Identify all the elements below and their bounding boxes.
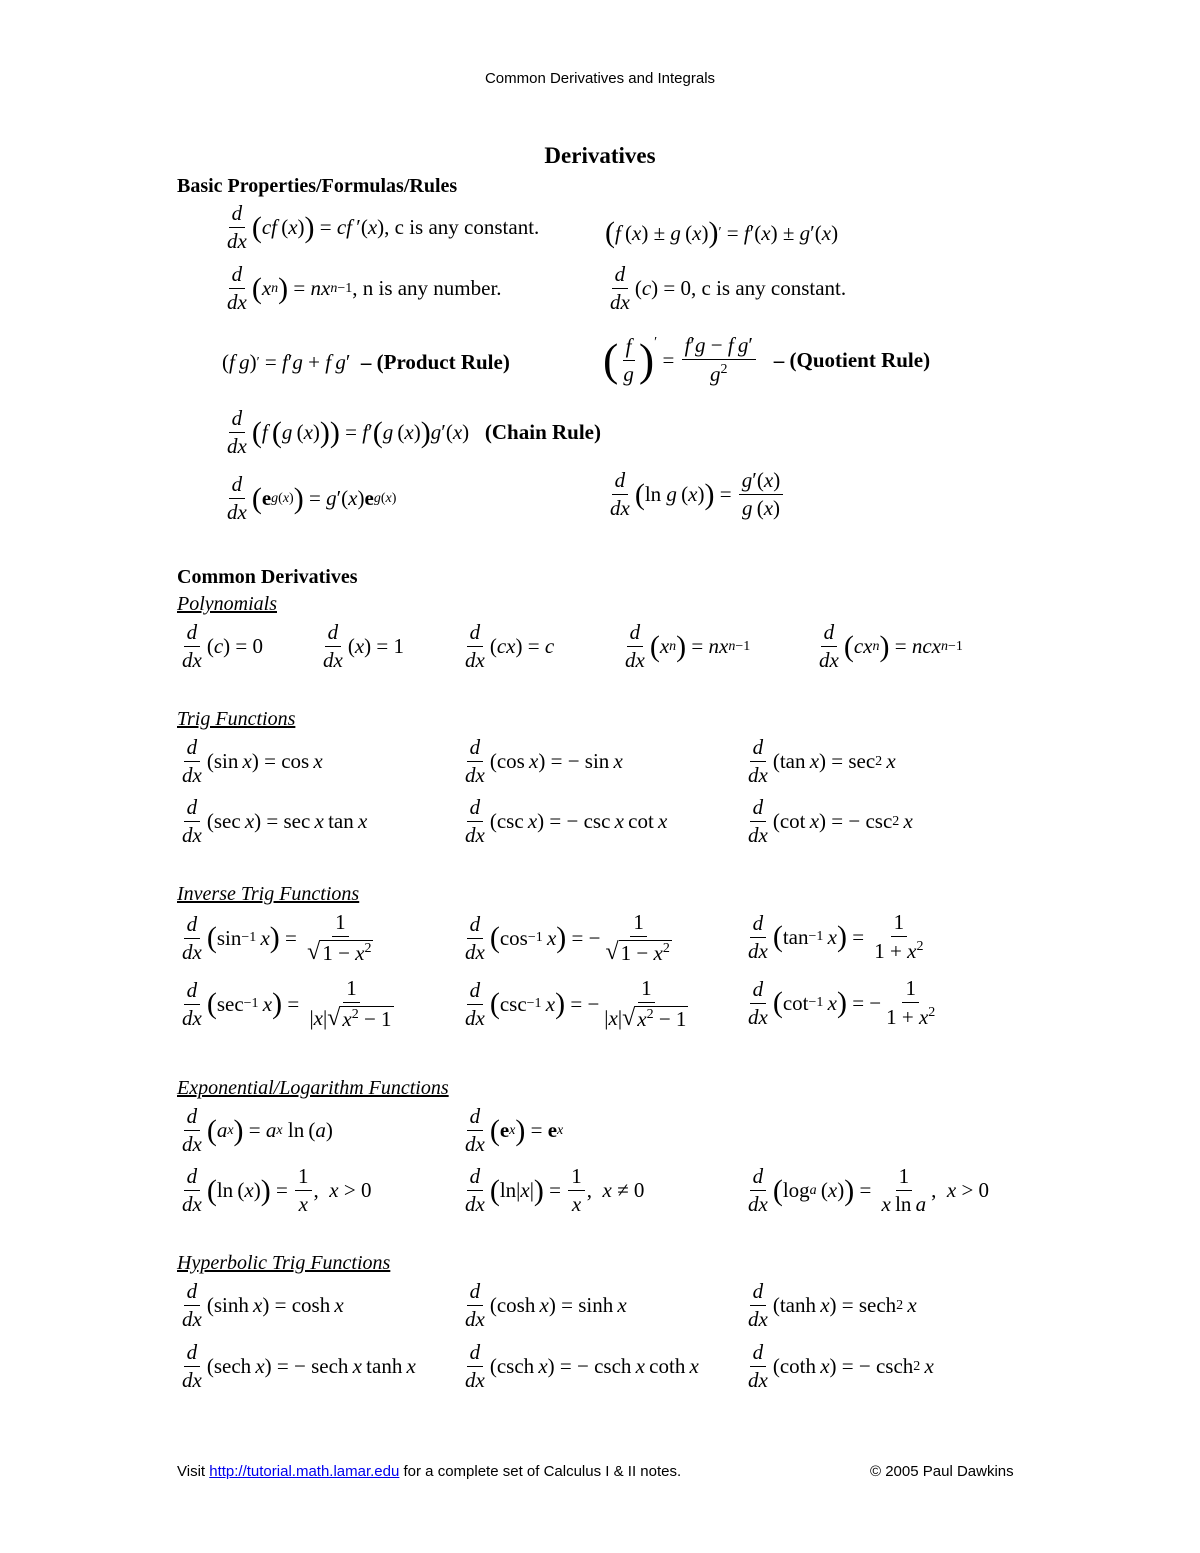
page-title: Derivatives: [544, 143, 656, 168]
formula-d-loga: $\frac{d}{dx}$ ( log a ( x ) ) = $\frac{1}{\text{x ln a}}$ , x > 0: [748, 1164, 990, 1216]
formula-poly-xn: $\frac{d}{dx}$ ( x n ) = nx n−1: [625, 620, 751, 672]
formula-d-ln: $\frac{d}{dx}$ ( ln ( x ) ) = $\frac{1}{x}$ , x > 0: [182, 1164, 372, 1216]
formula-d-cos: $\frac{d}{dx}$ (cos x ) = − sin x: [465, 735, 623, 787]
tutorial-link[interactable]: http://tutorial.math.lamar.edu: [209, 1463, 400, 1480]
subheading-trig: Trig Functions: [177, 708, 296, 730]
formula-log-chain: $\frac{d}{dx}$ ( ln g ( x ) ) = $\frac{g'(x)}{g (x)}$: [605, 470, 785, 519]
formula-poly-constant: $\frac{d}{dx}$ ( c ) = 0: [182, 620, 263, 672]
footer-visit: [177, 1463, 681, 1480]
formula-poly-cx: $\frac{d}{dx}$ ( cx ) = c: [465, 620, 555, 672]
formula-d-arctan: $\frac{d}{dx}$ ( tan −1 x ) = $\frac{1}{1 + x^2}$: [748, 910, 924, 963]
formula-d-ln-abs: $\frac{d}{dx}$ ( ln| x | ) = $\frac{1}{x}$ , x ≠ 0: [465, 1164, 645, 1216]
formula-d-coth: $\frac{d}{dx}$ (coth x ) = − csch 2 x: [748, 1340, 934, 1392]
copyright: © 2005 Paul Dawkins: [870, 1463, 1014, 1480]
formula-d-cot: $\frac{d}{dx}$ (cot x ) = − csc 2 x: [748, 795, 913, 847]
formula-d-arccot: $\frac{d}{dx}$ ( cot −1 x ) = − $\frac{1}{1 + x^2}$: [748, 976, 936, 1029]
formula-d-csc: $\frac{d}{dx}$ (csc x ) = − csc x cot x: [465, 795, 668, 847]
formula-sum-rule: ( f ( x ) ± g ( x ) ) ′ = f ′( x ) ± g ′( x ): [605, 216, 839, 249]
formula-d-sec: $\frac{d}{dx}$ (sec x ) = sec x tan x: [182, 795, 368, 847]
formula-d-ex: $\frac{d}{dx}$ ( e x ) = e x: [465, 1104, 564, 1156]
formula-d-arccsc: $\frac{d}{dx}$ ( csc −1 x ) = − 1 |x| √ $x^2 - 1$: [465, 976, 687, 1031]
formula-d-arcsec: $\frac{d}{dx}$ ( sec −1 x ) = 1 |x| √ $x^2 - 1$: [182, 976, 392, 1031]
formula-product-rule: ( f g ) ′ = f ′ g + f g ′ – (Product Rule): [222, 350, 510, 374]
formula-d-ax: $\frac{d}{dx}$ ( a x ) = a x ln ( a ): [182, 1104, 333, 1156]
formula-exp-chain: $\frac{d}{dx}$ ( e g(x) ) = g ′( x ) e g(x): [227, 472, 397, 524]
formula-d-arccos: $\frac{d}{dx}$ ( cos −1 x ) = − 1 √ $1 - x^2$: [465, 910, 670, 965]
subheading-exp-log: Exponential/Logarithm Functions: [177, 1077, 449, 1099]
formula-power-rule: $\frac{d}{dx}$ ( x n ) = nx n−1 , n is any number.: [227, 262, 502, 314]
subheading-polynomials: Polynomials: [177, 593, 277, 615]
formula-constant-multiple: $\frac{d}{dx}$ ( cf ( x ) ) = cf ′( x ) , c is any constant.: [227, 201, 540, 253]
formula-derivative-constant: $\frac{d}{dx}$ ( c ) = 0 , c is any constant.: [610, 262, 847, 314]
quotient-rule-label: – (Quotient Rule): [773, 347, 931, 372]
subheading-inverse-trig: Inverse Trig Functions: [177, 883, 360, 905]
formula-d-tanh: $\frac{d}{dx}$ (tanh x ) = sech 2 x: [748, 1279, 917, 1331]
subheading-hyperbolic: Hyperbolic Trig Functions: [177, 1252, 391, 1274]
formula-chain-rule: $\frac{d}{dx}$ ( f ( g ( x ) )) = f ′ ( g ( x ) ) g ′( x ) (Chain Rule): [227, 406, 601, 458]
constant-note: , c is any constant.: [384, 215, 540, 239]
formula-d-tan: $\frac{d}{dx}$ (tan x ) = sec 2 x: [748, 735, 896, 787]
formula-d-sin: $\frac{d}{dx}$ (sin x ) = cos x: [182, 735, 323, 787]
section-heading-common: Common Derivatives: [177, 566, 358, 588]
running-head: Common Derivatives and Integrals: [484, 70, 716, 87]
footer-visit-text: Visit: [177, 1463, 210, 1480]
formula-d-sech: $\frac{d}{dx}$ (sech x ) = − sech x tanh x: [182, 1340, 416, 1392]
footer-rest-text: for a complete set of Calculus I & II notes.: [399, 1463, 682, 1480]
formula-d-cosh: $\frac{d}{dx}$ (cosh x ) = sinh x: [465, 1279, 627, 1331]
product-rule-label: – (Product Rule): [360, 350, 510, 374]
formula-poly-cxn: $\frac{d}{dx}$ ( cx n ) = ncx n−1: [819, 620, 963, 672]
formula-poly-x: $\frac{d}{dx}$ ( x ) = 1: [323, 620, 404, 672]
chain-rule-label: (Chain Rule): [484, 420, 601, 444]
constant-note-2: , c is any constant.: [691, 276, 847, 300]
section-heading-basic: Basic Properties/Formulas/Rules: [177, 175, 458, 197]
formula-quotient-rule: ( $\frac{f}{g}$ ) ′ = $\frac{\text{f′g − f g′}}{g^2}$ – (Quotient Rule): [603, 333, 931, 386]
formula-d-sinh: $\frac{d}{dx}$ (sinh x ) = cosh x: [182, 1279, 344, 1331]
formula-d-csch: $\frac{d}{dx}$ (csch x ) = − csch x coth x: [465, 1340, 699, 1392]
formula-d-arcsin: $\frac{d}{dx}$ ( sin −1 x ) = 1 √ $1 - x^2$: [182, 910, 372, 965]
power-note: , n is any number.: [352, 276, 502, 300]
